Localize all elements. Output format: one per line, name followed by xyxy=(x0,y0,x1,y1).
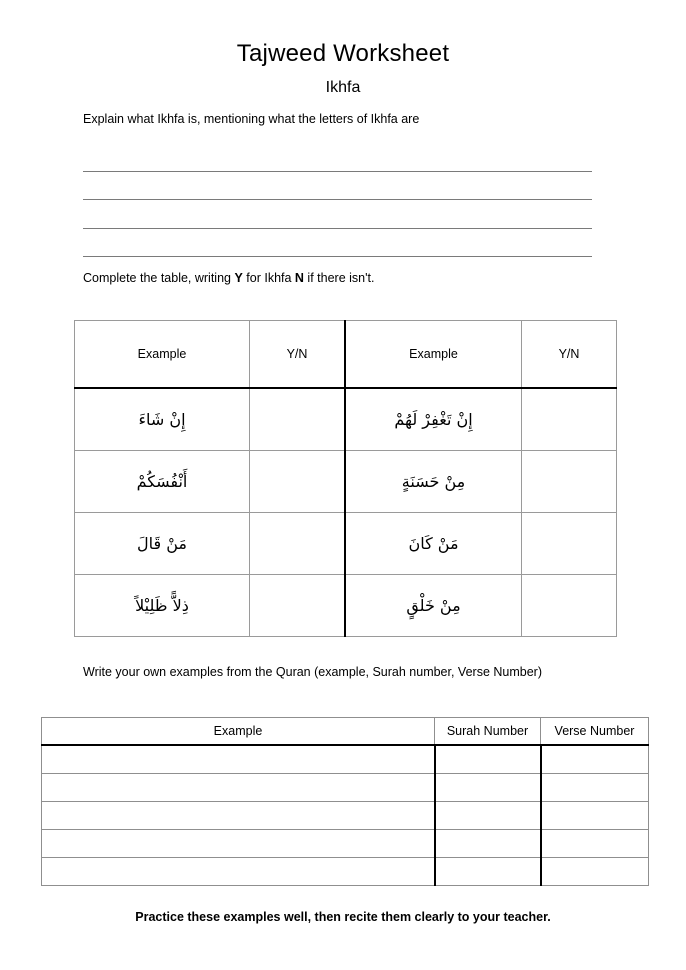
header-example-left: Example xyxy=(75,321,250,389)
answer-lines-group xyxy=(83,144,592,257)
quran-table-row xyxy=(42,745,649,774)
table-prompt-part2: for Ikhfa xyxy=(242,271,295,285)
table-row xyxy=(75,575,617,637)
page-title: Tajweed Worksheet xyxy=(236,40,450,67)
answer-line[interactable] xyxy=(83,200,592,228)
table-prompt-part1: Complete the table, writing xyxy=(83,271,235,285)
answer-cell-left[interactable] xyxy=(250,388,346,451)
answer-cell-left[interactable] xyxy=(250,451,346,513)
quran-table-row xyxy=(42,802,649,830)
verse-number-cell[interactable] xyxy=(541,745,649,774)
answer-cell-left[interactable] xyxy=(250,513,346,575)
ikhfa-table xyxy=(74,320,617,637)
quran-table-row xyxy=(42,858,649,886)
table-prompt-bold-y: Y xyxy=(234,271,243,285)
table-prompt-bold-n: N xyxy=(294,271,304,285)
table-prompt-part3: if there isn't. xyxy=(303,271,375,285)
answer-line[interactable] xyxy=(83,144,592,172)
answer-cell-left[interactable] xyxy=(250,575,346,637)
surah-number-cell[interactable] xyxy=(435,830,541,858)
example-cell[interactable] xyxy=(42,802,435,830)
quran-header-row xyxy=(42,718,649,746)
example-cell-right: مَنْ كَانَ xyxy=(345,513,522,575)
quran-table-row xyxy=(42,830,649,858)
example-cell-right: إِنْ تَغْفِرْ لَهُمْ xyxy=(345,388,522,451)
answer-line[interactable] xyxy=(83,172,592,200)
header-surah-number: Surah Number xyxy=(435,718,541,746)
header-verse-number: Verse Number xyxy=(541,718,649,746)
example-cell-right: مِنْ حَسَنَةٍ xyxy=(345,451,522,513)
table-prompt xyxy=(83,270,374,286)
verse-number-cell[interactable] xyxy=(541,858,649,886)
example-cell-left: ذِلاًّ ظَلِيْلاً xyxy=(75,575,250,637)
example-cell-left: مَنْ قَالَ xyxy=(75,513,250,575)
example-cell[interactable] xyxy=(42,830,435,858)
header-example-right: Example xyxy=(345,321,522,389)
quran-examples-table xyxy=(41,717,649,886)
quran-table-row xyxy=(42,774,649,802)
answer-cell-right[interactable] xyxy=(522,388,617,451)
example-cell-left: أَنْفُسَكُمْ xyxy=(75,451,250,513)
verse-number-cell[interactable] xyxy=(541,830,649,858)
answer-cell-right[interactable] xyxy=(522,451,617,513)
answer-cell-right[interactable] xyxy=(522,513,617,575)
explain-prompt: Explain what Ikhfa is, mentioning what the letters of Ikhfa are xyxy=(83,112,420,126)
surah-number-cell[interactable] xyxy=(435,745,541,774)
table-row xyxy=(75,388,617,451)
example-cell[interactable] xyxy=(42,774,435,802)
quran-prompt: Write your own examples from the Quran (example, Surah number, Verse Number) xyxy=(83,665,542,679)
verse-number-cell[interactable] xyxy=(541,774,649,802)
page-subtitle: Ikhfa xyxy=(325,79,361,96)
example-cell[interactable] xyxy=(42,858,435,886)
table-row xyxy=(75,451,617,513)
header-example: Example xyxy=(42,718,435,746)
answer-line[interactable] xyxy=(83,229,592,257)
example-cell-right: مِنْ خَلْقٍ xyxy=(345,575,522,637)
answer-cell-right[interactable] xyxy=(522,575,617,637)
table-header-row xyxy=(75,321,617,389)
surah-number-cell[interactable] xyxy=(435,774,541,802)
surah-number-cell[interactable] xyxy=(435,802,541,830)
example-cell-left: إِنْ شَاءَ xyxy=(75,388,250,451)
table-row xyxy=(75,513,617,575)
footer-note: Practice these examples well, then recite them clearly to your teacher. xyxy=(135,910,551,924)
verse-number-cell[interactable] xyxy=(541,802,649,830)
header-yn-right: Y/N xyxy=(522,321,617,389)
header-yn-left: Y/N xyxy=(250,321,346,389)
surah-number-cell[interactable] xyxy=(435,858,541,886)
example-cell[interactable] xyxy=(42,745,435,774)
